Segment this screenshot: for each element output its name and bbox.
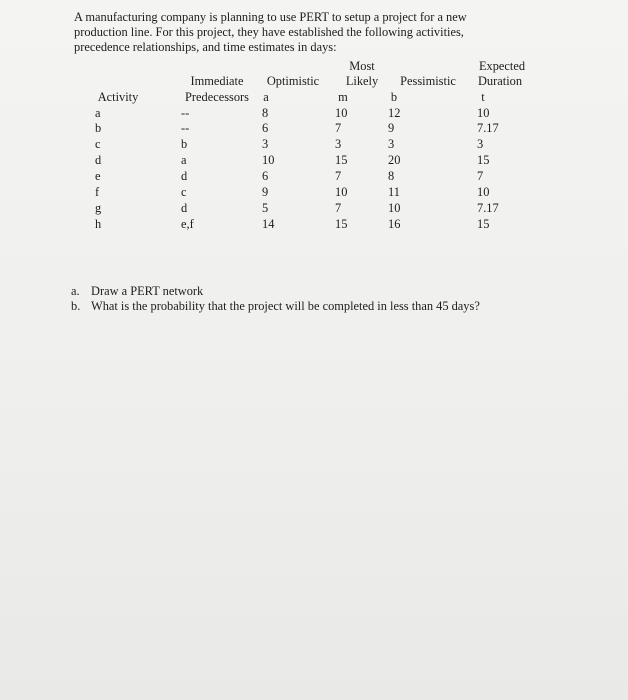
cell-pred: b xyxy=(181,137,188,151)
intro-line: A manufacturing company is planning to use PERT to setup a project for a new xyxy=(74,10,467,24)
cell-b: 20 xyxy=(388,153,401,167)
problem-statement xyxy=(74,10,564,55)
header-immediate: Immediate xyxy=(190,74,244,88)
cell-m: 3 xyxy=(335,137,342,151)
header-m: m xyxy=(338,90,348,104)
intro-line: production line. For this project, they have established the following activities, xyxy=(74,25,464,39)
question-text: What is the probability that the project will be completed in less than 45 days? xyxy=(91,299,480,313)
cell-b: 16 xyxy=(388,217,401,231)
cell-pred: -- xyxy=(181,106,190,120)
cell-t: 10 xyxy=(477,185,490,199)
cell-activity: h xyxy=(95,217,102,231)
cell-m: 7 xyxy=(335,121,342,135)
header-pessimistic: Pessimistic xyxy=(400,74,456,88)
question-label: b. xyxy=(71,299,81,313)
cell-t: 7 xyxy=(477,169,484,183)
cell-t: 10 xyxy=(477,106,490,120)
cell-t: 15 xyxy=(477,153,490,167)
cell-pred: d xyxy=(181,169,188,183)
cell-b: 9 xyxy=(388,121,395,135)
cell-m: 7 xyxy=(335,201,342,215)
cell-a: 6 xyxy=(262,121,269,135)
cell-activity: a xyxy=(95,106,101,120)
question-label: a. xyxy=(71,284,80,298)
cell-activity: f xyxy=(95,185,100,199)
cell-activity: c xyxy=(95,137,101,151)
cell-t: 15 xyxy=(477,217,490,231)
cell-a: 10 xyxy=(262,153,275,167)
question-item xyxy=(71,299,571,314)
header-optimistic: Optimistic xyxy=(266,74,320,88)
question-list xyxy=(71,284,571,314)
cell-t: 7.17 xyxy=(477,201,499,215)
cell-activity: b xyxy=(95,121,102,135)
cell-activity: g xyxy=(95,201,102,215)
cell-a: 5 xyxy=(262,201,269,215)
cell-b: 12 xyxy=(388,106,401,120)
cell-m: 15 xyxy=(335,153,348,167)
header-expected: Expected xyxy=(478,59,526,73)
cell-m: 7 xyxy=(335,169,342,183)
cell-a: 9 xyxy=(262,185,269,199)
intro-line: precedence relationships, and time estimates in days: xyxy=(74,40,337,54)
header-b: b xyxy=(390,90,398,104)
header-a: a xyxy=(263,90,269,104)
question-text: Draw a PERT network xyxy=(91,284,204,298)
cell-a: 6 xyxy=(262,169,269,183)
cell-m: 15 xyxy=(335,217,348,231)
question-item xyxy=(71,284,571,299)
header-likely: Likely xyxy=(345,74,379,88)
cell-pred: d xyxy=(181,201,188,215)
cell-pred: -- xyxy=(181,121,190,135)
cell-pred: c xyxy=(181,185,187,199)
cell-pred: e,f xyxy=(181,217,194,231)
cell-b: 11 xyxy=(388,185,400,199)
cell-activity: d xyxy=(95,153,102,167)
cell-b: 8 xyxy=(388,169,395,183)
header-most: Most xyxy=(349,59,375,73)
cell-b: 10 xyxy=(388,201,401,215)
cell-t: 3 xyxy=(477,137,484,151)
cell-m: 10 xyxy=(335,185,348,199)
header-activity: Activity xyxy=(97,90,139,104)
header-duration: Duration xyxy=(477,74,523,88)
cell-a: 3 xyxy=(262,137,269,151)
cell-a: 14 xyxy=(262,217,275,231)
cell-b: 3 xyxy=(388,137,395,151)
cell-a: 8 xyxy=(262,106,269,120)
header-t: t xyxy=(481,90,485,104)
cell-m: 10 xyxy=(335,106,348,120)
cell-pred: a xyxy=(181,153,187,167)
cell-t: 7.17 xyxy=(477,121,499,135)
cell-activity: e xyxy=(95,169,101,183)
header-predecessors: Predecessors xyxy=(185,90,249,104)
